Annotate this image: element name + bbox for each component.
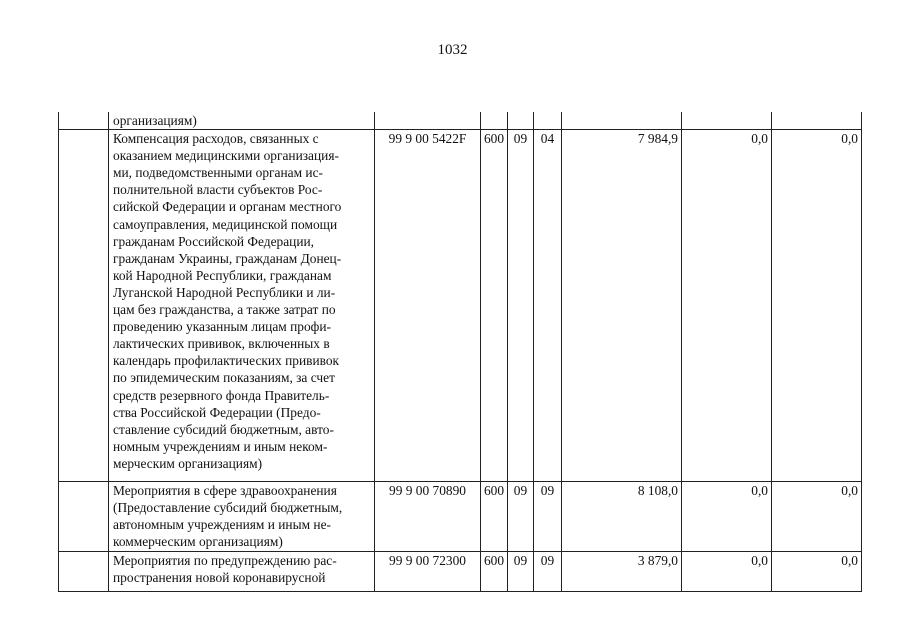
target-code-cell: 99 9 00 5422F (375, 130, 481, 482)
subsection-cell (534, 112, 562, 130)
item-name-line: кой Народной Республики, гражданам (113, 267, 332, 283)
item-name-line: оказанием медицинскими организация- (113, 148, 339, 164)
page-number: 1032 (437, 42, 468, 58)
item-name-line: по эпидемическим показаниям, за счет (113, 370, 335, 386)
amount-year1-cell: 3 879,0 (562, 552, 682, 592)
item-name-cell (109, 130, 375, 482)
budget-table-body (59, 112, 862, 592)
item-name-cell (109, 482, 375, 552)
expense-type-cell (481, 112, 508, 130)
item-name-line: (Предоставление субсидий бюджетным, (113, 500, 343, 516)
target-code-cell: 99 9 00 70890 (375, 482, 481, 552)
item-name-line: ми, подведомственными органам ис- (113, 165, 323, 181)
amount-year3-cell: 0,0 (772, 130, 862, 482)
amount-year2-cell: 0,0 (682, 552, 772, 592)
item-name-line: полнительной власти субъектов Рос- (113, 182, 323, 198)
section-cell: 09 (508, 552, 534, 592)
amount-year3-cell: 0,0 (772, 552, 862, 592)
item-name-line: гражданам Российской Федерации, (113, 233, 314, 249)
item-name-line: пространения новой коронавирусной (113, 570, 326, 586)
item-name-cell (109, 552, 375, 592)
table-row (59, 112, 862, 130)
item-name-line: мерческим организациям) (113, 455, 263, 471)
item-name-line: Компенсация расходов, связанных с (113, 131, 319, 147)
row-number-cell (59, 130, 109, 482)
section-cell (508, 112, 534, 130)
amount-year3-cell: 0,0 (772, 482, 862, 552)
row-number-cell (59, 112, 109, 130)
amount-year1-cell (562, 112, 682, 130)
amount-year3-cell (772, 112, 862, 130)
item-name-line: сийской Федерации и органам местного (113, 199, 342, 215)
subsection-cell: 09 (534, 482, 562, 552)
section-cell: 09 (508, 130, 534, 482)
item-name-line: средств резервного фонда Правитель- (113, 387, 330, 403)
table-row (59, 482, 862, 552)
amount-year2-cell: 0,0 (682, 482, 772, 552)
item-name-line: автономным учреждениям и иным не- (113, 517, 331, 533)
table-row (59, 552, 862, 592)
item-name-line: проведению указанным лицам профи- (113, 319, 331, 335)
item-name-line: Мероприятия по предупреждению рас- (113, 553, 337, 569)
item-name-line: самоуправления, медицинской помощи (113, 216, 338, 232)
subsection-cell: 04 (534, 130, 562, 482)
item-name-line: Луганской Народной Республики и ли- (113, 284, 336, 300)
row-number-cell (59, 552, 109, 592)
item-name-line: Мероприятия в сфере здравоохранения (113, 483, 337, 499)
item-name-line: ства Российской Федерации (Предо- (113, 404, 321, 420)
table-row (59, 130, 862, 482)
item-name-line: коммерческим организациям) (113, 534, 283, 550)
row-number-cell (59, 482, 109, 552)
item-name-line: календарь профилактических прививок (113, 353, 340, 369)
expense-type-cell: 600 (481, 482, 508, 552)
expense-type-cell: 600 (481, 552, 508, 592)
amount-year1-cell: 7 984,9 (562, 130, 682, 482)
amount-year2-cell: 0,0 (682, 130, 772, 482)
item-name-line: номным учреждениям и иным неком- (113, 438, 328, 454)
item-name-line: цам без гражданства, а также затрат по (113, 302, 336, 318)
item-name-line: гражданам Украины, гражданам Донец- (113, 250, 342, 266)
item-name-line: организациям) (113, 113, 197, 128)
subsection-cell: 09 (534, 552, 562, 592)
item-name-cell (109, 112, 375, 130)
budget-table (58, 112, 862, 592)
target-code-cell: 99 9 00 72300 (375, 552, 481, 592)
amount-year1-cell: 8 108,0 (562, 482, 682, 552)
expense-type-cell: 600 (481, 130, 508, 482)
section-cell: 09 (508, 482, 534, 552)
target-code-cell (375, 112, 481, 130)
item-name-line: ставление субсидий бюджетным, авто- (113, 421, 334, 437)
amount-year2-cell (682, 112, 772, 130)
item-name-line: лактических прививок, включенных в (113, 336, 330, 352)
